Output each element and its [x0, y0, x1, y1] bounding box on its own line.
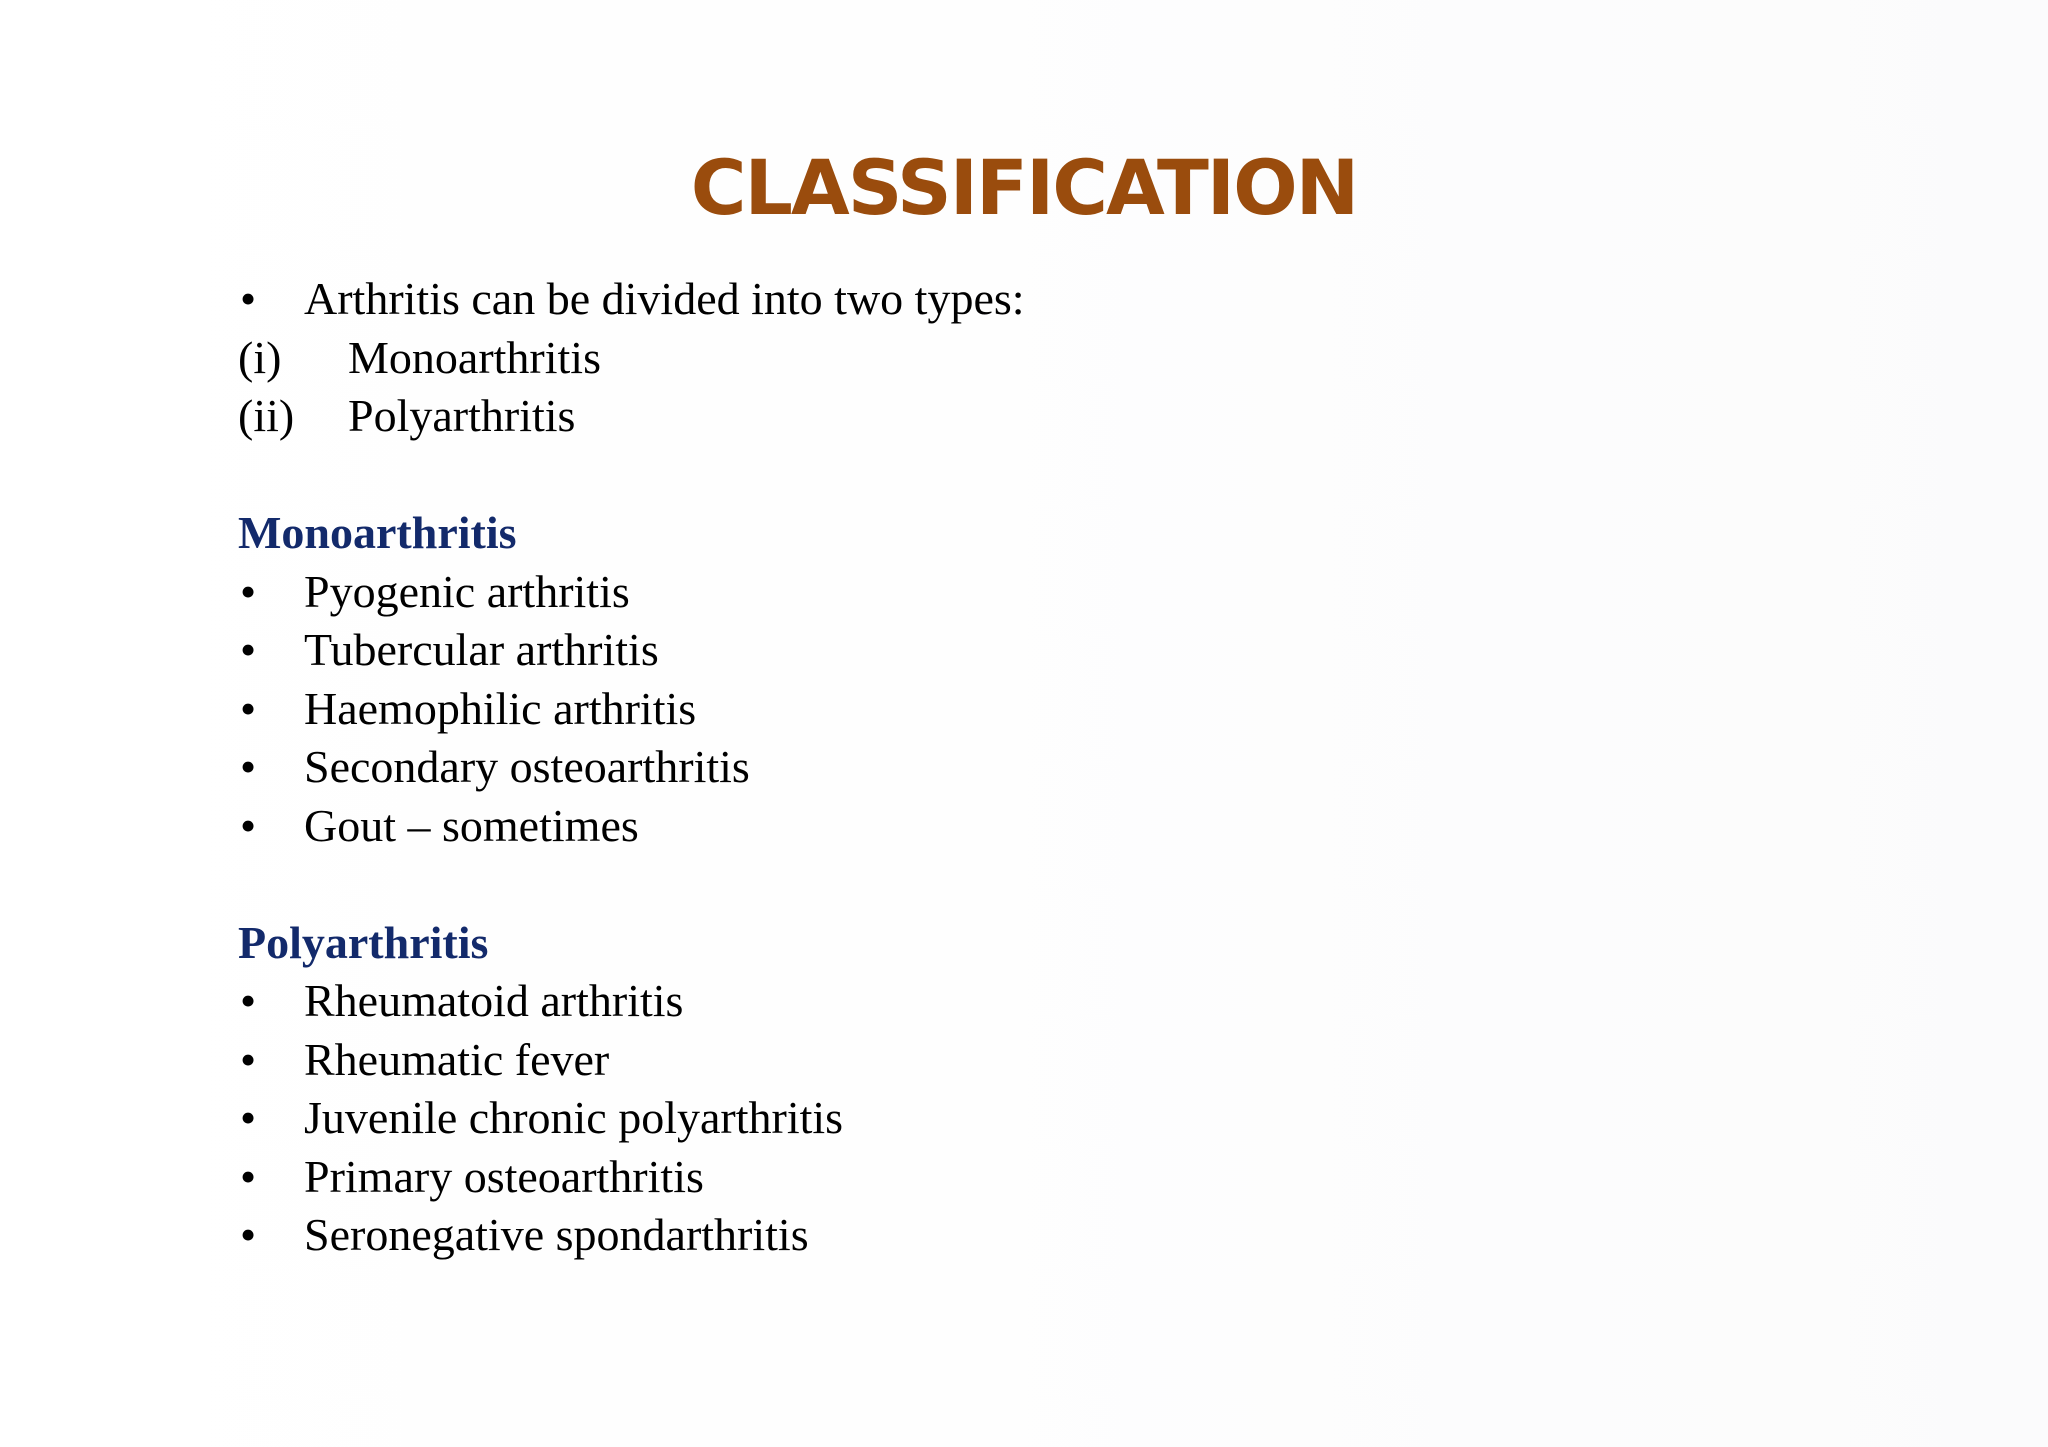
list-item — [238, 738, 1738, 797]
list-item — [238, 1031, 1738, 1090]
bullet-marker: • — [240, 1092, 257, 1143]
section-heading-polyarthritis: Polyarthritis — [238, 916, 489, 968]
bullet-marker: • — [240, 1150, 257, 1202]
bullet-marker: • — [240, 1033, 257, 1085]
list-item-text: Primary osteoarthritis — [304, 1150, 704, 1202]
list-item — [238, 1089, 1738, 1148]
list-item-text: Seronegative spondarthritis — [304, 1209, 809, 1260]
spacer — [238, 446, 1738, 505]
bullet-marker: • — [240, 273, 257, 324]
bullet-marker: • — [240, 741, 257, 792]
list-item — [238, 1148, 1738, 1207]
bullet-marker: • — [240, 975, 257, 1026]
intro-text: Arthritis can be divided into two types: — [304, 273, 1025, 324]
bullet-marker: • — [240, 682, 257, 734]
type-label: Polyarthritis — [348, 390, 576, 441]
section-heading-monoarthritis: Monoarthritis — [238, 507, 517, 558]
bullet-marker: • — [240, 565, 257, 617]
list-item-text: Rheumatic fever — [304, 1033, 610, 1085]
roman-marker: (ii) — [238, 390, 295, 441]
spacer — [238, 855, 1738, 914]
list-item-text: Haemophilic arthritis — [304, 682, 697, 734]
type-label: Monoarthritis — [348, 331, 601, 383]
slide-content — [238, 270, 1738, 1265]
list-item-text: Pyogenic arthritis — [304, 565, 630, 617]
list-item-text: Gout – sometimes — [304, 799, 639, 851]
intro-line — [238, 270, 1738, 329]
list-item — [238, 797, 1738, 856]
bullet-marker: • — [240, 799, 257, 851]
roman-marker: (i) — [238, 331, 282, 383]
type-item — [238, 387, 1738, 446]
list-item — [238, 1206, 1738, 1265]
list-item-text: Juvenile chronic polyarthritis — [304, 1092, 844, 1143]
slide-title: CLASSIFICATION — [690, 143, 1358, 232]
list-item-text: Rheumatoid arthritis — [304, 975, 684, 1026]
bullet-marker: • — [240, 1209, 257, 1260]
list-item — [238, 972, 1738, 1031]
type-item — [238, 329, 1738, 388]
list-item — [238, 563, 1738, 622]
list-item-text: Tubercular arthritis — [304, 624, 659, 675]
list-item-text: Secondary osteoarthritis — [304, 741, 750, 792]
list-item — [238, 680, 1738, 739]
bullet-marker: • — [240, 624, 257, 675]
list-item — [238, 621, 1738, 680]
